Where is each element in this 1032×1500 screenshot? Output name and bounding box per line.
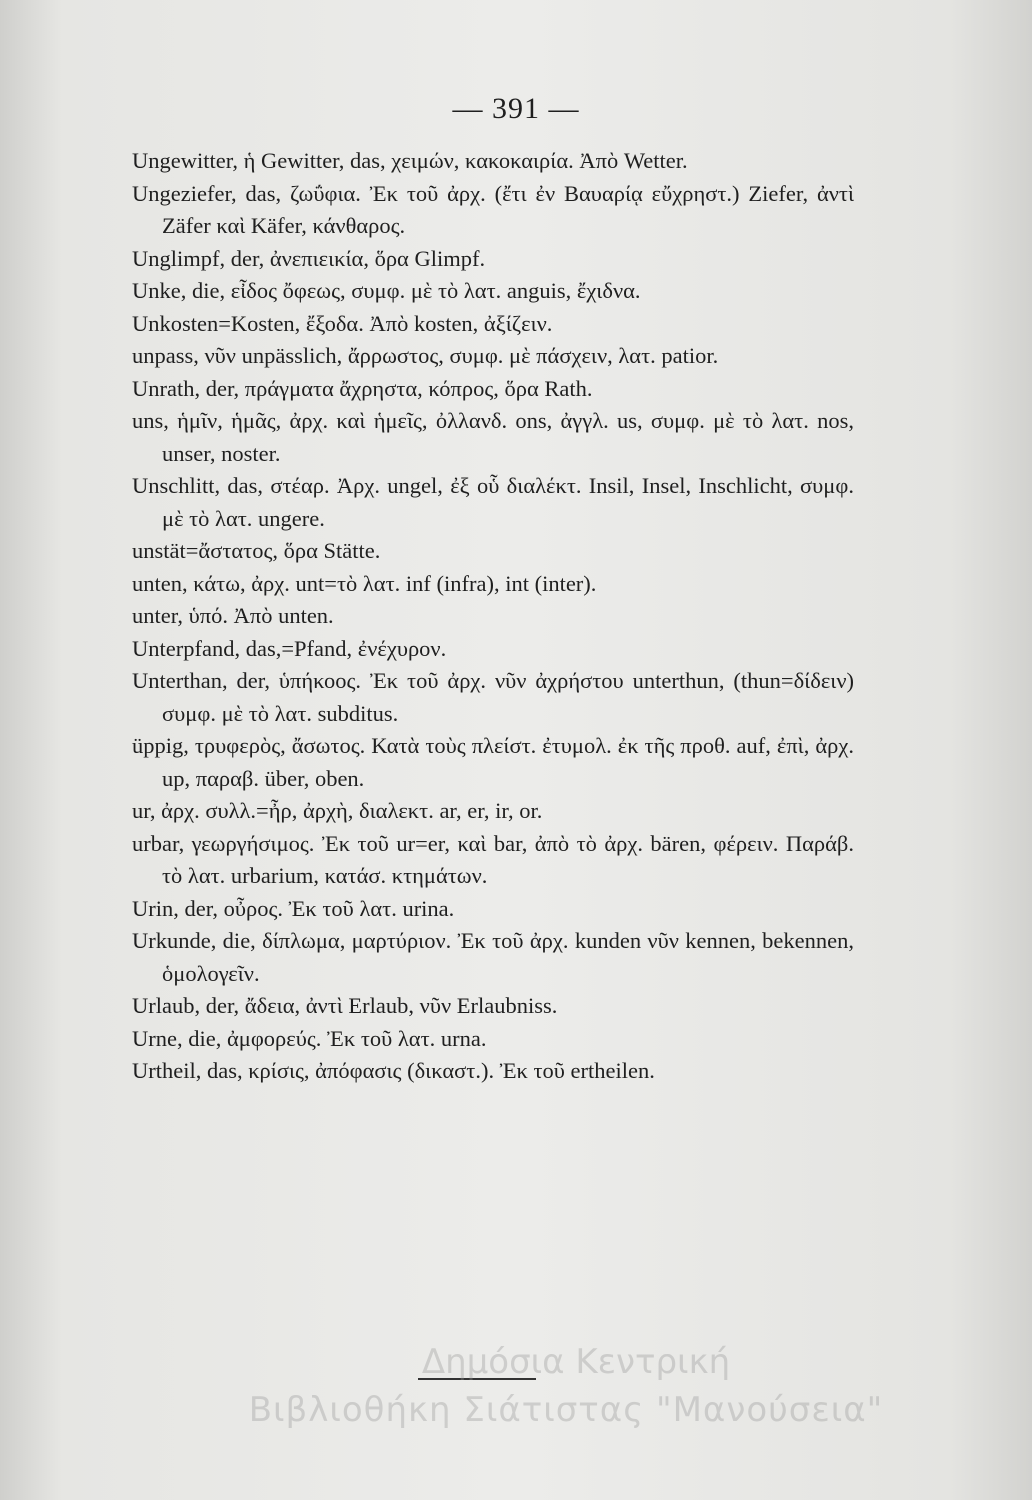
page-number: — 391 — xyxy=(452,92,580,125)
dictionary-entries xyxy=(132,145,854,1088)
dictionary-entry: urbar, γεωργήσιμος. Ἐκ τοῦ ur=er, καὶ bar, ἀπὸ τὸ ἀρχ. bären, φέρειν. Παράβ. τὸ λατ. urbarium, κατάσ. κτημάτων. xyxy=(132,830,854,888)
dictionary-entry: üppig, τρυφερὸς, ἄσωτος. Κατὰ τοὺς πλείστ. ἐτυμολ. ἐκ τῆς προθ. auf, ἐπὶ, ἀρχ. up, παραβ. über, oben. xyxy=(132,733,854,791)
dictionary-entry: Unke, die, εἶδος ὄφεως, συμφ. μὲ τὸ λατ. anguis, ἔχιδνα. xyxy=(132,278,641,303)
dictionary-entry: Urkunde, die, δίπλωμα, μαρτύριον. Ἐκ τοῦ ἀρχ. kunden νῦν kennen, bekennen, ὁμολογεῖν. xyxy=(132,928,854,986)
dictionary-entry: Urlaub, der, ἄδεια, ἀντὶ Erlaub, νῦν Erlaubniss. xyxy=(132,993,558,1018)
dictionary-entry: ur, ἀρχ. συλλ.=ἦρ, ἀρχὴ, διαλεκτ. ar, er, ir, or. xyxy=(132,798,543,823)
dictionary-entry: Urne, die, ἀμφορεύς. Ἐκ τοῦ λατ. urna. xyxy=(132,1025,487,1051)
library-watermark-line2: Βιβλιοθήκη Σιάτιστας "Μανούσεια" xyxy=(248,1390,884,1430)
dictionary-entry: Unterpfand, das,=Pfand, ἐνέχυρον. xyxy=(132,635,447,661)
dictionary-entry: uns, ἡμῖν, ἡμᾶς, ἀρχ. καὶ ἡμεῖς, ὀλλανδ. ons, ἀγγλ. us, συμφ. μὲ τὸ λατ. nos, unser, noster. xyxy=(132,408,854,466)
dictionary-entry: Unrath, der, πράγματα ἄχρηστα, κόπρος, ὅρα Rath. xyxy=(132,375,593,401)
dictionary-entry: Urtheil, das, κρίσις, ἀπόφασις (δικαστ.). Ἐκ τοῦ ertheilen. xyxy=(132,1058,655,1083)
dictionary-entry: Urin, der, οὖρος. Ἐκ τοῦ λατ. urina. xyxy=(132,895,455,921)
dictionary-entry: unten, κάτω, ἀρχ. unt=τὸ λατ. inf (infra), int (inter). xyxy=(132,570,597,596)
dictionary-entry: Unkosten=Kosten, ἔξοδα. Ἀπὸ kosten, ἀξίζειν. xyxy=(132,310,553,336)
library-watermark-line1: Δημόσια Κεντρική xyxy=(421,1342,731,1382)
dictionary-entry: Unschlitt, das, στέαρ. Ἀρχ. ungel, ἐξ οὗ διαλέκτ. Insil, Insel, Inschlicht, συμφ. μὲ τὸ λατ. ungere. xyxy=(132,473,854,531)
dictionary-entry: unstät=ἄστατος, ὅρα Stätte. xyxy=(132,538,381,563)
dictionary-entry: Ungewitter, ἡ Gewitter, das, χειμών, κακοκαιρία. Ἀπὸ Wetter. xyxy=(132,148,688,173)
dictionary-entry: Ungeziefer, das, ζωΰφια. Ἐκ τοῦ ἀρχ. (ἔτι ἐν Βαυαρίᾳ εὔχρηστ.) Ziefer, ἀντὶ Zäfer καὶ Käfer, κάνθαρος. xyxy=(132,180,854,238)
dictionary-entry: Unterthan, der, ὑπήκοος. Ἐκ τοῦ ἀρχ. νῦν ἀχρήστου unterthun, (thun=δίδειν) συμφ. μὲ τὸ λατ. subditus. xyxy=(132,668,854,726)
dictionary-entry: Unglimpf, der, ἀνεπιεικία, ὅρα Glimpf. xyxy=(132,245,486,271)
dictionary-entry: unter, ὑπό. Ἀπὸ unten. xyxy=(132,603,334,628)
dictionary-entry: unpass, νῦν unpässlich, ἄρρωστος, συμφ. μὲ πάσχειν, λατ. patior. xyxy=(132,343,719,368)
